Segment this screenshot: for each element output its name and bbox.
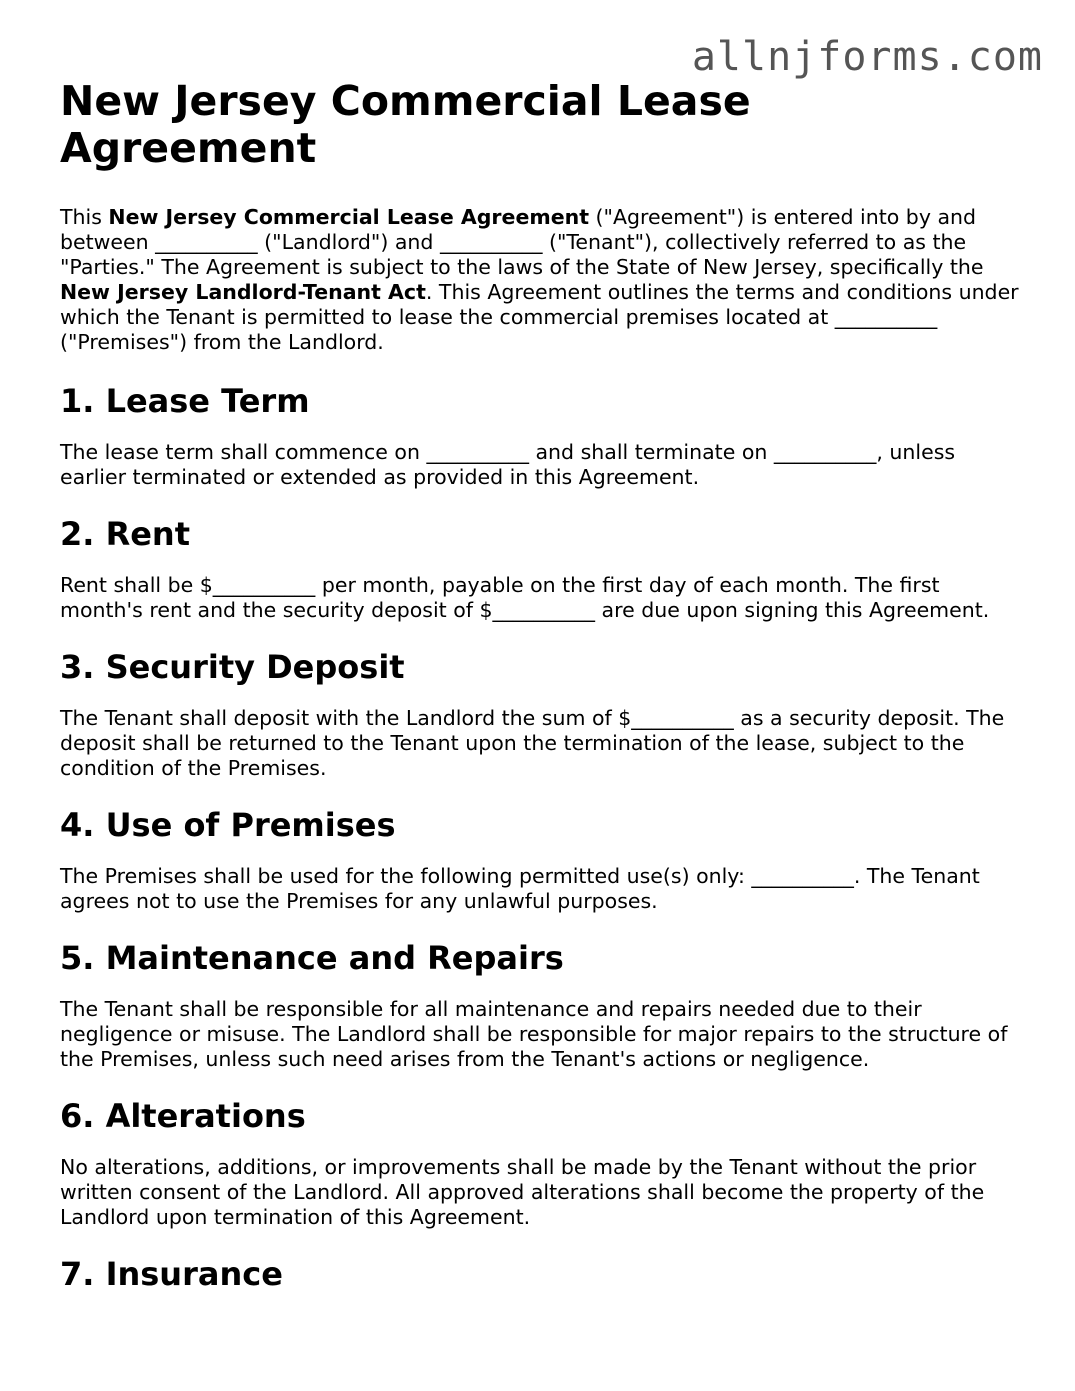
section-heading-use-of-premises: 4. Use of Premises: [60, 806, 396, 844]
intro-text-1: This: [60, 205, 109, 229]
section-heading-rent: 2. Rent: [60, 515, 190, 553]
section-body-maintenance-repairs: The Tenant shall be responsible for all maintenance and repairs needed due to their negligence or misuse. The Landlord shall be responsible for major repairs to the structure of the Premises, unless such need arises from the Tenant's actions or negligence.: [60, 997, 1008, 1071]
section-heading-security-deposit: 3. Security Deposit: [60, 648, 405, 686]
intro-bold-agreement-name: New Jersey Commercial Lease Agreement: [108, 205, 590, 229]
watermark: allnjforms.com: [691, 34, 1043, 80]
section-heading-lease-term: 1. Lease Term: [60, 382, 310, 420]
intro-text-3: . This Agreement outlines the terms and conditions under which the Tenant is permitted to lease the commercial premises located at __________ ("Premises") from the Landlord.: [60, 280, 1019, 354]
section-heading-maintenance-repairs: 5. Maintenance and Repairs: [60, 939, 564, 977]
section-heading-insurance: 7. Insurance: [60, 1255, 283, 1293]
intro-bold-act-name: New Jersey Landlord-Tenant Act: [60, 280, 426, 304]
intro-text-2: ("Agreement") is entered into by and between __________ ("Landlord") and __________ ("Tenant"), collectively referred to as the "Parties." The Agreement is subject to the laws of the State of New Jersey, specifically the: [60, 205, 984, 279]
section-body-use-of-premises: The Premises shall be used for the following permitted use(s) only: __________. The Tenant agrees not to use the Premises for any unlawful purposes.: [60, 864, 980, 913]
section-body-security-deposit: The Tenant shall deposit with the Landlord the sum of $__________ as a security deposit. The deposit shall be returned to the Tenant upon the termination of the lease, subject to the condition of the Premises.: [60, 706, 1005, 780]
section-heading-alterations: 6. Alterations: [60, 1097, 306, 1135]
section-body-alterations: No alterations, additions, or improvements shall be made by the Tenant without the prior written consent of the Landlord. All approved alterations shall become the property of the Landlord upon termination of this Agreement.: [60, 1155, 985, 1229]
intro-paragraph: [60, 205, 1020, 355]
section-body-lease-term: The lease term shall commence on __________ and shall terminate on __________, unless earlier terminated or extended as provided in this Agreement.: [60, 440, 956, 489]
document-title: New Jersey Commercial Lease Agreement: [60, 77, 751, 172]
document-page: [60, 78, 1020, 1313]
section-body-rent: Rent shall be $__________ per month, payable on the first day of each month. The first month's rent and the security deposit of $__________ are due upon signing this Agreement.: [60, 573, 990, 622]
